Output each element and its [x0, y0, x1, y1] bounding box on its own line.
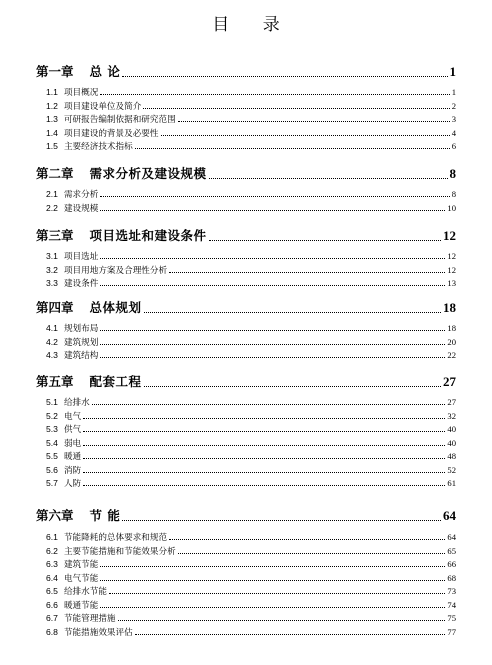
toc-section-entry[interactable] — [36, 545, 456, 557]
toc-section-entry[interactable] — [36, 336, 456, 348]
toc-section-entry[interactable] — [36, 127, 456, 139]
page-number: 13 — [447, 278, 456, 288]
toc-section-entry[interactable] — [36, 572, 456, 584]
dot-leader — [83, 418, 445, 419]
page-number: 18 — [447, 323, 456, 333]
dot-leader — [144, 312, 441, 313]
section-title: 消防 — [63, 465, 82, 476]
section-number: 1.3 — [46, 114, 58, 124]
dot-leader — [100, 285, 445, 286]
section-number: 6.7 — [46, 613, 58, 623]
dot-leader — [100, 566, 445, 567]
toc-section-entry[interactable] — [36, 264, 456, 276]
section-number: 5.1 — [46, 397, 58, 407]
section-title: 节能降耗的总体要求和规范 — [63, 533, 168, 543]
section-title: 规划布局 — [63, 324, 99, 334]
section-title: 暖通 — [63, 452, 82, 462]
page-number: 73 — [447, 586, 456, 596]
page-number: 12 — [447, 264, 456, 275]
dot-leader — [135, 634, 446, 635]
dot-leader — [100, 580, 445, 581]
section-title: 建设规模 — [63, 203, 99, 214]
section-number: 6.4 — [46, 572, 58, 583]
section-number: 6.5 — [46, 586, 58, 596]
page-number: 64 — [443, 508, 456, 523]
section-title: 人防 — [63, 479, 82, 489]
page-number: 20 — [447, 336, 456, 347]
dot-leader — [143, 108, 449, 109]
page-number: 22 — [447, 350, 456, 360]
chapter-number: 第一章 — [36, 64, 74, 79]
dot-leader — [178, 553, 446, 554]
page-number: 75 — [447, 613, 456, 623]
toc-section-entry[interactable] — [36, 202, 456, 214]
chapter-title: 节 能 — [89, 508, 121, 523]
section-title: 主要节能措施和节能效果分析 — [63, 546, 176, 557]
chapter-number: 第五章 — [36, 374, 74, 389]
chapter-number: 第六章 — [36, 508, 74, 523]
section-number: 6.3 — [46, 559, 58, 569]
page-number: 10 — [447, 202, 456, 213]
page-number: 64 — [447, 532, 456, 542]
toc-section-entry[interactable] — [36, 612, 456, 624]
section-title: 节能措施效果评估 — [63, 627, 133, 638]
page-number: 52 — [447, 464, 456, 475]
toc-chapter-entry[interactable] — [36, 164, 456, 182]
dot-leader — [83, 458, 445, 459]
page-number: 2 — [451, 100, 456, 111]
section-number: 6.8 — [46, 626, 58, 637]
dot-leader — [209, 178, 448, 179]
page-number: 8 — [449, 166, 456, 181]
page-number: 40 — [447, 424, 456, 434]
section-number: 5.3 — [46, 424, 58, 434]
dot-leader — [178, 121, 450, 122]
toc-section-entry[interactable] — [36, 626, 456, 638]
chapter-title: 总 论 — [89, 64, 121, 79]
section-number: 1.1 — [46, 87, 58, 97]
section-number: 2.2 — [46, 202, 58, 213]
dot-leader — [83, 431, 445, 432]
page-number: 27 — [447, 397, 456, 407]
section-title: 建筑规划 — [63, 337, 99, 348]
dot-leader — [100, 94, 449, 95]
page-number: 66 — [447, 559, 456, 569]
toc-section-entry[interactable] — [36, 250, 456, 262]
toc-section-entry[interactable] — [36, 322, 456, 334]
page-number: 61 — [447, 478, 456, 488]
toc-chapter-entry[interactable] — [36, 506, 456, 524]
page-number: 27 — [443, 374, 456, 389]
dot-leader — [135, 148, 450, 149]
section-title: 供气 — [63, 425, 82, 435]
dot-leader — [100, 210, 445, 211]
section-number: 5.7 — [46, 478, 58, 488]
dot-leader — [92, 404, 446, 405]
toc-section-entry[interactable] — [36, 396, 456, 408]
dot-leader — [122, 520, 441, 521]
chapter-title: 需求分析及建设规模 — [89, 166, 207, 181]
section-title: 可研报告编制依据和研究范围 — [63, 115, 176, 125]
page-number: 18 — [443, 300, 456, 315]
dot-leader — [83, 472, 445, 473]
dot-leader — [100, 357, 445, 358]
toc-section-entry[interactable] — [36, 599, 456, 611]
chapter-title: 项目选址和建设条件 — [89, 228, 207, 243]
toc-section-entry[interactable] — [36, 349, 456, 361]
toc-chapter-entry[interactable] — [36, 298, 456, 316]
toc-section-entry[interactable] — [36, 450, 456, 462]
section-number: 6.6 — [46, 599, 58, 610]
dot-leader — [83, 445, 445, 446]
section-title: 给排水 — [63, 398, 90, 408]
section-title: 项目用地方案及合理性分析 — [63, 265, 168, 276]
section-number: 3.1 — [46, 251, 58, 261]
page-number: 6 — [451, 141, 456, 151]
dot-leader — [169, 272, 445, 273]
chapter-title: 配套工程 — [89, 374, 142, 389]
section-number: 1.2 — [46, 100, 58, 111]
section-number: 6.2 — [46, 545, 58, 556]
page-number: 65 — [447, 545, 456, 556]
dot-leader — [118, 620, 446, 621]
chapter-title: 总体规划 — [89, 300, 142, 315]
section-number: 1.4 — [46, 127, 58, 138]
section-number: 6.1 — [46, 532, 58, 542]
page-number: 74 — [447, 599, 456, 610]
section-title: 需求分析 — [63, 190, 99, 200]
page-number: 77 — [447, 626, 456, 637]
dot-leader — [83, 485, 445, 486]
dot-leader — [122, 76, 447, 77]
section-title: 弱电 — [63, 438, 82, 449]
page-number: 32 — [447, 410, 456, 421]
section-title: 项目概况 — [63, 88, 99, 98]
toc-section-entry[interactable] — [36, 188, 456, 200]
section-title: 建设条件 — [63, 279, 99, 289]
chapter-number: 第二章 — [36, 166, 74, 181]
toc-section-entry[interactable] — [36, 477, 456, 489]
section-number: 2.1 — [46, 189, 58, 199]
toc-section-entry[interactable] — [36, 277, 456, 289]
dot-leader — [100, 196, 449, 197]
dot-leader — [109, 593, 445, 594]
section-title: 项目建设单位及简介 — [63, 101, 142, 112]
page-number: 8 — [451, 189, 456, 199]
dot-leader — [100, 607, 445, 608]
page-number: 12 — [447, 251, 456, 261]
section-number: 3.3 — [46, 278, 58, 288]
section-number: 4.2 — [46, 336, 58, 347]
toc-section-entry[interactable] — [36, 585, 456, 597]
section-title: 暖通节能 — [63, 600, 99, 611]
page-number: 68 — [447, 572, 456, 583]
toc-chapter-entry[interactable] — [36, 226, 456, 244]
section-number: 3.2 — [46, 264, 58, 275]
dot-leader — [100, 344, 445, 345]
dot-leader — [100, 258, 445, 259]
section-number: 5.5 — [46, 451, 58, 461]
section-number: 5.6 — [46, 464, 58, 475]
page-number: 48 — [447, 451, 456, 461]
section-title: 电气 — [63, 411, 82, 422]
page-title: 目 录 — [212, 15, 294, 35]
section-title: 项目建设的背景及必要性 — [63, 128, 159, 139]
section-number: 4.3 — [46, 350, 58, 360]
chapter-number: 第三章 — [36, 228, 74, 243]
toc-section-entry[interactable] — [36, 558, 456, 570]
section-title: 节能管理措施 — [63, 614, 116, 624]
page-number: 1 — [451, 87, 456, 97]
page-number: 12 — [443, 228, 456, 243]
dot-leader — [144, 386, 441, 387]
section-title: 建筑节能 — [63, 560, 99, 570]
toc-section-entry[interactable] — [36, 437, 456, 449]
toc-section-entry[interactable] — [36, 464, 456, 476]
section-title: 给排水节能 — [63, 587, 107, 597]
toc-section-entry[interactable] — [36, 423, 456, 435]
page-number: 3 — [451, 114, 456, 124]
section-number: 4.1 — [46, 323, 58, 333]
page-number: 1 — [449, 64, 456, 79]
toc-chapter-entry[interactable] — [36, 62, 456, 80]
dot-leader — [100, 330, 445, 331]
page-number: 40 — [447, 437, 456, 448]
toc-chapter-entry[interactable] — [36, 372, 456, 390]
toc-section-entry[interactable] — [36, 100, 456, 112]
section-title: 主要经济技术指标 — [63, 142, 133, 152]
section-title: 项目选址 — [63, 252, 99, 262]
toc-section-entry[interactable] — [36, 113, 456, 125]
section-number: 1.5 — [46, 141, 58, 151]
toc-section-entry[interactable] — [36, 140, 456, 152]
section-number: 5.2 — [46, 410, 58, 421]
dot-leader — [161, 135, 450, 136]
chapter-number: 第四章 — [36, 300, 74, 315]
toc-section-entry[interactable] — [36, 410, 456, 422]
toc-section-entry[interactable] — [36, 86, 456, 98]
dot-leader — [209, 240, 441, 241]
toc-section-entry[interactable] — [36, 531, 456, 543]
section-title: 电气节能 — [63, 573, 99, 584]
dot-leader — [169, 539, 445, 540]
section-title: 建筑结构 — [63, 351, 99, 361]
page-number: 4 — [451, 127, 456, 138]
section-number: 5.4 — [46, 437, 58, 448]
